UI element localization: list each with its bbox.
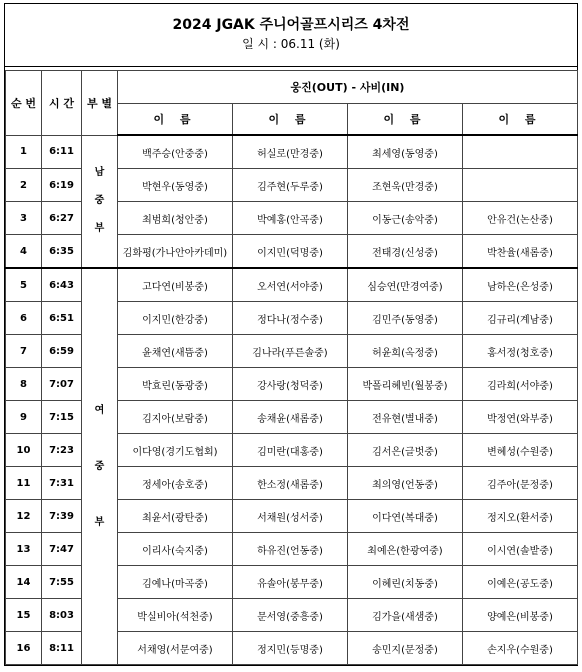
time-cell: 6:59 [42,335,82,368]
player-cell-1: 최윤서(광탄중) [118,500,233,533]
player-cell-3: 최예은(한광여중) [348,533,463,566]
order-cell: 15 [6,599,42,632]
player-cell-2: 송채윤(새롬중) [233,401,348,434]
player-cell-1: 정세아(송호중) [118,467,233,500]
time-cell: 7:39 [42,500,82,533]
time-cell: 7:23 [42,434,82,467]
player-cell-2: 김주현(두루중) [233,169,348,202]
player-cell-2: 서채원(성서중) [233,500,348,533]
player-cell-3: 송민지(문정중) [348,632,463,665]
player-cell-4: 김주아(문정중) [463,467,578,500]
player-cell-1: 백주승(안중중) [118,135,233,169]
player-cell-1: 김예나(마곡중) [118,566,233,599]
division-boys [82,135,118,268]
time-cell: 6:43 [42,268,82,302]
player-cell-4: 이시연(솔밭중) [463,533,578,566]
player-cell-1: 이지민(한강중) [118,302,233,335]
player-cell-4: 이예은(공도중) [463,566,578,599]
date-line: 일 시 : 06.11 (화) [242,37,340,51]
player-cell-4: 안유건(논산중) [463,202,578,235]
order-header: 순 번 [6,71,42,136]
player-cell-2: 정다나(정수중) [233,302,348,335]
player-cell-4: 정지오(환서중) [463,500,578,533]
player-cell-4: 손지우(수원중) [463,632,578,665]
order-cell: 6 [6,302,42,335]
player-cell-3: 이동근(송악중) [348,202,463,235]
player-cell-3: 전태경(신성중) [348,235,463,269]
player-cell-4: 박정연(와부중) [463,401,578,434]
player-cell-3: 김가을(새샘중) [348,599,463,632]
schedule-body [6,135,578,665]
player-cell-3: 조현욱(만경중) [348,169,463,202]
player-cell-2: 오서연(서야중) [233,268,348,302]
schedule-sheet [4,3,578,666]
player-cell-4: 남하은(은성중) [463,268,578,302]
player-cell-4: 김규리(계남중) [463,302,578,335]
player-cell-2: 강사랑(청덕중) [233,368,348,401]
player-cell-3: 최세영(동영중) [348,135,463,169]
player-cell-4: 양예은(비봉중) [463,599,578,632]
time-cell: 6:19 [42,169,82,202]
time-cell: 7:47 [42,533,82,566]
order-cell: 4 [6,235,42,269]
order-cell: 3 [6,202,42,235]
player-cell-2: 이지민(덕명중) [233,235,348,269]
table-row [6,135,578,169]
player-cell-3: 김서은(글벗중) [348,434,463,467]
player-cell-1: 윤채연(새뜸중) [118,335,233,368]
time-cell: 6:11 [42,135,82,169]
player-cell-3: 전유현(별내중) [348,401,463,434]
player-cell-1: 이다영(경기도협회) [118,434,233,467]
player-cell-3: 박폴리혜빈(월봉중) [348,368,463,401]
player-cell-4: 변혜성(수원중) [463,434,578,467]
order-cell: 13 [6,533,42,566]
player-cell-3: 심승연(만경여중) [348,268,463,302]
player-cell-1: 박효린(동광중) [118,368,233,401]
order-cell: 14 [6,566,42,599]
player-cell-1: 김화평(가나안아카데미) [118,235,233,269]
player-cell-3: 이다연(복대중) [348,500,463,533]
player-cell-2: 정지민(등명중) [233,632,348,665]
time-cell: 7:31 [42,467,82,500]
player-cell-2: 유솔아(봉무중) [233,566,348,599]
player-cell-2: 김미란(대홍중) [233,434,348,467]
player-cell-3: 허윤희(옥정중) [348,335,463,368]
player-cell-2: 김나라(푸른솔중) [233,335,348,368]
time-cell: 6:35 [42,235,82,269]
player-cell-1: 김지아(보람중) [118,401,233,434]
player-cell-4 [463,135,578,169]
player-cell-1: 서채영(서문여중) [118,632,233,665]
header-row-1 [6,71,578,104]
order-cell: 16 [6,632,42,665]
division-header: 부 별 [82,71,118,136]
order-cell: 5 [6,268,42,302]
time-cell: 8:11 [42,632,82,665]
time-cell: 7:07 [42,368,82,401]
player-cell-2: 하유진(언동중) [233,533,348,566]
time-cell: 6:51 [42,302,82,335]
player-cell-2: 박예홍(안곡중) [233,202,348,235]
time-header: 시 간 [42,71,82,136]
name-header-1: 이 름 [118,104,233,136]
player-cell-3: 김민주(동영중) [348,302,463,335]
name-header-2: 이 름 [233,104,348,136]
name-header-4: 이 름 [463,104,578,136]
order-cell: 2 [6,169,42,202]
player-cell-3: 최의영(언동중) [348,467,463,500]
time-cell: 6:27 [42,202,82,235]
player-cell-4: 홍서정(청호중) [463,335,578,368]
player-cell-2: 허실로(만경중) [233,135,348,169]
name-header-3: 이 름 [348,104,463,136]
division-girls [82,268,118,665]
player-cell-1: 이리사(숙지중) [118,533,233,566]
player-cell-1: 박실비아(석천중) [118,599,233,632]
order-cell: 1 [6,135,42,169]
course-header: 웅진(OUT) - 사비(IN) [118,71,578,104]
division-label: 남 중 부 [94,167,105,235]
page-title: 2024 JGAK 주니어골프시리즈 4차전 [172,17,410,33]
time-cell: 7:15 [42,401,82,434]
order-cell: 8 [6,368,42,401]
division-label: 여 중 부 [94,404,105,528]
player-cell-4 [463,169,578,202]
player-cell-2: 한소정(새롬중) [233,467,348,500]
player-cell-1: 최범희(청안중) [118,202,233,235]
player-cell-2: 문서영(중흥중) [233,599,348,632]
player-cell-3: 이혜린(치동중) [348,566,463,599]
order-cell: 10 [6,434,42,467]
player-cell-1: 고다연(비봉중) [118,268,233,302]
order-cell: 7 [6,335,42,368]
tee-time-table [5,70,578,665]
time-cell: 8:03 [42,599,82,632]
player-cell-1: 박현우(동영중) [118,169,233,202]
time-cell: 7:55 [42,566,82,599]
order-cell: 11 [6,467,42,500]
title-block [5,4,577,67]
order-cell: 12 [6,500,42,533]
order-cell: 9 [6,401,42,434]
table-row [6,268,578,302]
player-cell-4: 김라희(서야중) [463,368,578,401]
player-cell-4: 박찬율(새롬중) [463,235,578,269]
